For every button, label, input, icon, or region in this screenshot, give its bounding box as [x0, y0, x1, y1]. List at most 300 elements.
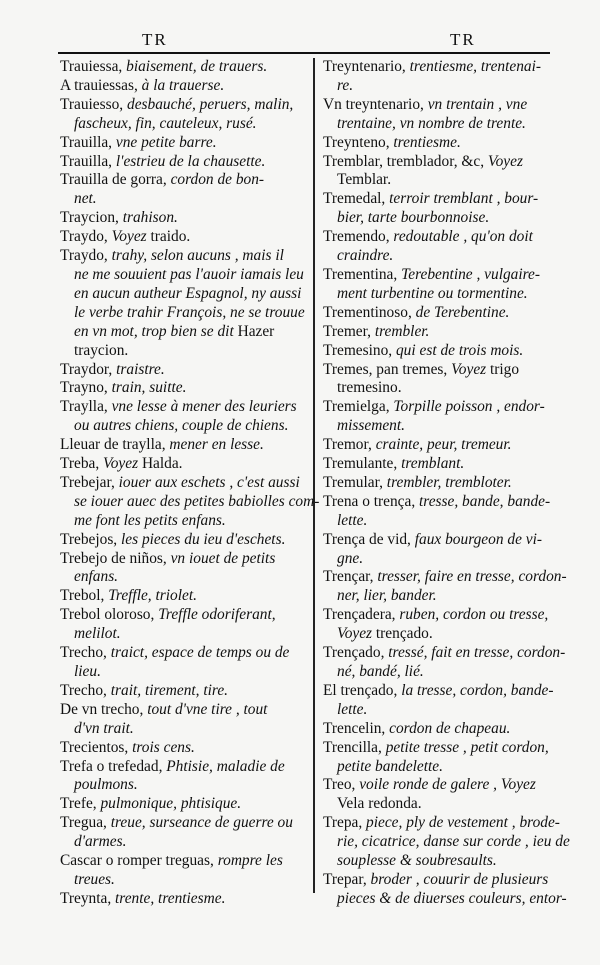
definition-text: Voyez	[103, 455, 142, 473]
definition-text: enfans.	[74, 568, 119, 586]
definition-text: trembler, trembloter.	[386, 473, 512, 491]
definition-text: cordon de bon-	[170, 171, 265, 189]
headword: Trecho,	[60, 681, 111, 699]
spanish-text: traycion.	[74, 341, 129, 359]
definition-text: iouer aux eschets , c'est aussi	[118, 473, 300, 491]
definition-text: voile ronde de galere , Voyez	[359, 776, 536, 794]
headword: Tregua,	[60, 814, 111, 832]
definition-text: ne me souuient pas l'auoir iamais leu	[74, 265, 304, 283]
headword: Tremedal,	[323, 190, 390, 208]
dictionary-entry	[60, 701, 306, 739]
entry-line	[323, 398, 553, 417]
spanish-text: Hazer	[237, 322, 275, 340]
entry-line	[60, 682, 306, 701]
headword: Treynteno,	[323, 133, 394, 151]
entry-line	[60, 115, 306, 134]
definition-text: vne lesse à mener des leuriers	[111, 398, 297, 416]
headword: Trauilla de gorra,	[60, 171, 171, 189]
definition-text: faux bourgeon de vi-	[414, 530, 542, 548]
entry-line	[60, 266, 306, 285]
definition-text: tresser, faire en tresse, cordon-	[377, 568, 567, 586]
headword: Treyntenario,	[323, 58, 410, 75]
definition-text: re.	[337, 76, 354, 94]
headword: Traylla,	[60, 398, 112, 416]
definition-text: trentaine, vn nombre de trente.	[337, 114, 526, 132]
header-rule	[58, 52, 550, 54]
definition-text: né, bandé, lié.	[337, 663, 424, 680]
right-column	[323, 58, 570, 909]
dictionary-entry	[323, 606, 553, 644]
definition-text: broder , couurir de plusieurs	[370, 870, 549, 888]
definition-text: trait, tirement, tire.	[110, 681, 229, 699]
entry-line	[323, 379, 553, 398]
entry-line	[323, 342, 553, 361]
definition-text: d'vn trait.	[74, 719, 134, 737]
definition-text: treue, surseance de guerre ou	[110, 814, 293, 832]
headword: Trencelin,	[323, 719, 390, 737]
definition-text: ou autres chiens, couple de chiens.	[74, 417, 289, 435]
definition-text: Phtisie, maladie de	[166, 757, 285, 775]
dictionary-entry	[60, 58, 306, 77]
spanish-text: trigo	[489, 360, 520, 378]
definition-text: d'armes.	[74, 833, 127, 851]
dictionary-entry	[323, 58, 553, 96]
column-divider	[313, 58, 315, 893]
spanish-text: Vela redonda.	[337, 795, 422, 813]
entry-line	[323, 436, 553, 455]
definition-text: desbauché, peruers, malin,	[127, 95, 294, 113]
definition-text: rie, cicatrice, danse sur corde , ieu de	[337, 833, 570, 851]
dictionary-entry	[323, 568, 567, 606]
definition-text: piece, ply de vestement , brode-	[366, 814, 560, 832]
dictionary-entry	[323, 342, 553, 361]
entry-line	[323, 531, 553, 550]
definition-text: fascheux, fin, cauteleux, rusé.	[74, 114, 257, 132]
dictionary-entry	[60, 644, 306, 682]
entry-line	[60, 644, 306, 663]
dictionary-entry	[60, 758, 306, 796]
entry-line	[323, 663, 553, 682]
headword: Trebejar,	[60, 473, 119, 491]
entry-line	[323, 77, 553, 96]
headword: Trençar,	[323, 568, 378, 586]
definition-text: Treffle odoriferant,	[158, 606, 276, 624]
definition-text: trahison.	[122, 209, 178, 227]
definition-text: lieu.	[74, 663, 101, 680]
definition-text: à la trauerse.	[141, 76, 225, 94]
dictionary-entry	[323, 474, 553, 493]
definition-text: se iouer auec des petites babiolles com-	[74, 492, 320, 510]
dictionary-entry	[60, 247, 306, 360]
entry-line	[60, 455, 306, 474]
dictionary-entry	[60, 379, 306, 398]
entry-line	[60, 492, 320, 512]
entry-line	[323, 606, 553, 625]
dictionary-entry	[60, 795, 306, 814]
dictionary-entry	[323, 682, 553, 720]
dictionary-entry	[60, 361, 306, 380]
definition-text: Voyez	[451, 360, 490, 378]
entry-line	[60, 531, 306, 550]
entry-line	[323, 852, 553, 871]
entry-line	[323, 58, 553, 77]
dictionary-entry	[60, 739, 306, 758]
entry-line	[60, 323, 306, 342]
headword: Tremesino,	[323, 341, 396, 359]
headword: Tremulante,	[323, 455, 402, 473]
dictionary-entry	[323, 266, 553, 304]
dictionary-entry	[60, 228, 306, 247]
headword: Trauiessa,	[60, 58, 127, 75]
dictionary-entry	[60, 134, 306, 153]
entry-line	[323, 587, 553, 606]
definition-text: vne petite barre.	[115, 133, 217, 151]
dictionary-entry	[60, 550, 306, 588]
entry-line	[323, 720, 553, 739]
spanish-text: Temblar.	[337, 171, 392, 189]
headword: Vn treyntenario,	[323, 95, 428, 113]
entry-line	[60, 663, 306, 682]
headword: Trecientos,	[60, 738, 133, 756]
dictionary-entry	[323, 720, 553, 739]
entry-line	[323, 134, 553, 153]
spanish-text: Halda.	[141, 455, 183, 473]
entry-line	[323, 493, 553, 512]
headword: Tremblar, tremblador, &c,	[323, 152, 488, 170]
entry-line	[60, 342, 306, 361]
entry-line	[323, 209, 553, 228]
headword: Tremendo,	[323, 228, 394, 246]
definition-text: lette.	[337, 700, 368, 718]
headword: A trauiessas,	[60, 76, 142, 94]
headword: El trençado,	[323, 681, 402, 699]
entry-line	[60, 871, 306, 890]
entry-line	[323, 814, 560, 833]
dictionary-entry	[323, 153, 553, 191]
dictionary-entry	[323, 134, 553, 153]
headword: Trencilla,	[323, 738, 386, 756]
entry-line	[60, 758, 306, 777]
definition-text: en vn mot, trop bien se dit	[74, 322, 238, 340]
dictionary-entry	[60, 455, 306, 474]
headword: Trena o trença,	[323, 492, 420, 510]
definition-text: cordon de chapeau.	[389, 719, 511, 737]
dictionary-entry	[323, 870, 567, 909]
dictionary-entry	[60, 814, 306, 852]
definition-text: rompre les	[217, 852, 283, 870]
headword: Lleuar de traylla,	[60, 436, 170, 454]
definition-text: gne.	[337, 549, 364, 567]
headword: Trençado,	[323, 644, 389, 662]
entry-line	[60, 285, 306, 304]
entry-line	[60, 190, 306, 209]
definition-text: pieces & de diuerses couleurs, entor-	[337, 889, 567, 907]
entry-line	[60, 361, 306, 380]
definition-text: trentiesme.	[393, 133, 461, 151]
entry-line	[323, 512, 553, 531]
entry-line	[60, 776, 306, 795]
dictionary-entry	[323, 304, 553, 323]
headword: Trefa o trefedad,	[60, 757, 167, 775]
entry-line	[323, 455, 553, 474]
entry-line	[60, 550, 306, 569]
definition-text: biaisement, de trauers.	[126, 58, 268, 75]
definition-text: l'estrieu de la chausette.	[115, 152, 266, 170]
headword: Trençadera,	[323, 606, 400, 624]
definition-text: treues.	[74, 870, 115, 888]
entry-line	[323, 568, 567, 587]
entry-line	[60, 436, 306, 455]
definition-text: missement.	[337, 417, 405, 435]
entry-line	[323, 833, 570, 852]
entry-line	[323, 304, 553, 323]
headword: Trepa,	[323, 814, 367, 832]
definition-text: redoutable , qu'on doit	[393, 228, 533, 246]
headword: Trebejos,	[60, 530, 121, 548]
headword: Treynta,	[60, 889, 116, 907]
headword: Traydo,	[60, 247, 112, 265]
headword: Trença de vid,	[323, 530, 415, 548]
dictionary-entry	[323, 814, 570, 871]
definition-text: en aucun autheur Espagnol, ny aussi	[74, 284, 302, 302]
headword: Traydo,	[60, 228, 112, 246]
entry-line	[60, 474, 306, 493]
definition-text: me font les petits enfans.	[74, 511, 226, 529]
entry-line	[60, 720, 306, 739]
definition-text: tresse, bande, bande-	[419, 492, 551, 510]
headword: Treba,	[60, 455, 104, 473]
entry-line	[323, 739, 553, 758]
entry-line	[323, 625, 553, 644]
entry-line	[323, 776, 553, 795]
entry-line	[60, 701, 306, 720]
headword: Trayno,	[60, 379, 112, 397]
headword: Tremular,	[323, 473, 387, 491]
definition-text: petite bandelette.	[337, 757, 443, 775]
entry-line	[323, 266, 553, 285]
headword: Trauilla,	[60, 133, 116, 151]
dictionary-entry	[60, 682, 306, 701]
dictionary-entry	[60, 852, 306, 890]
definition-text: crainte, peur, tremeur.	[375, 436, 512, 454]
headword: Trebejo de niños,	[60, 549, 171, 567]
dictionary-entry	[60, 436, 306, 455]
definition-text: bier, tarte bourbonnoise.	[337, 209, 490, 227]
headword: Tremes, pan tremes,	[323, 360, 452, 378]
dictionary-entry	[60, 209, 306, 228]
headword: Treo,	[323, 776, 360, 794]
definition-text: qui est de trois mois.	[395, 341, 524, 359]
entry-line	[60, 58, 306, 77]
entry-line	[60, 134, 306, 153]
definition-text: craindre.	[337, 247, 394, 265]
entry-line	[60, 852, 306, 871]
entry-line	[323, 474, 553, 493]
dictionary-entry	[323, 228, 553, 266]
definition-text: Terebentine , vulgaire-	[401, 265, 541, 283]
definition-text: mener en lesse.	[169, 436, 264, 454]
entry-line	[60, 96, 306, 115]
dictionary-entry	[323, 644, 566, 682]
definition-text: souplesse & soubresaults.	[337, 852, 497, 870]
entry-line	[323, 644, 566, 663]
dictionary-entry	[323, 398, 553, 436]
header-left: TR	[142, 30, 168, 49]
definition-text: traict, espace de temps ou de	[110, 644, 290, 662]
definition-text: trembler.	[374, 322, 430, 340]
definition-text: traistre.	[116, 360, 165, 378]
entry-line	[323, 889, 567, 909]
entry-line	[60, 795, 306, 814]
definition-text: Voyez	[337, 625, 376, 643]
entry-line	[323, 323, 553, 342]
definition-text: net.	[74, 190, 97, 208]
spanish-text: trençado.	[375, 625, 433, 643]
entry-line	[60, 153, 306, 172]
headword: De vn trecho,	[60, 700, 148, 718]
dictionary-entry	[60, 153, 306, 172]
dictionary-entry	[323, 531, 553, 569]
entry-line	[60, 228, 306, 247]
entry-line	[60, 171, 306, 190]
entry-line	[323, 417, 553, 436]
definition-text: pulmonique, phtisique.	[100, 795, 242, 813]
definition-text: les pieces du ieu d'eschets.	[121, 530, 286, 548]
entry-line	[60, 606, 306, 625]
entry-line	[60, 247, 306, 266]
definition-text: poulmons.	[74, 776, 138, 794]
dictionary-entry	[323, 493, 553, 531]
headword: Trebol oloroso,	[60, 606, 159, 624]
headword: Trementinoso,	[323, 303, 416, 321]
definition-text: tressé, fait en tresse, cordon-	[388, 644, 566, 662]
entry-line	[60, 209, 306, 228]
definition-text: ment turbentine ou tormentine.	[337, 284, 528, 302]
definition-text: ner, lier, bander.	[337, 587, 437, 605]
headword: Trauiesso,	[60, 95, 127, 113]
left-column	[60, 58, 320, 909]
entry-line	[60, 398, 306, 417]
dictionary-entry	[60, 171, 306, 209]
dictionary-entry	[60, 398, 306, 436]
definition-text: train, suitte.	[111, 379, 187, 397]
definition-text: melilot.	[74, 625, 121, 643]
headword: Trementina,	[323, 265, 402, 283]
definition-text: ruben, cordon ou tresse,	[399, 606, 549, 624]
headword: Cascar o romper treguas,	[60, 852, 218, 870]
entry-line	[323, 795, 553, 814]
entry-line	[60, 512, 306, 531]
spanish-text: traido.	[150, 228, 191, 246]
entry-line	[323, 247, 553, 266]
definition-text: le verbe trahir François, ne se trouue	[74, 303, 305, 321]
headword: Trepar,	[323, 870, 371, 888]
headword: Tremer,	[323, 322, 375, 340]
definition-text: petite tresse , petit cordon,	[385, 738, 549, 756]
entry-line	[323, 285, 553, 304]
headword: Trauilla,	[60, 152, 116, 170]
entry-line	[60, 625, 306, 644]
definition-text: tremblant.	[401, 455, 465, 473]
dictionary-entry	[323, 436, 553, 455]
entry-line	[60, 77, 306, 96]
dictionary-entry	[323, 190, 553, 228]
entry-line	[60, 304, 306, 323]
dictionary-entry	[60, 531, 306, 550]
headword: Trebol,	[60, 587, 109, 605]
entry-line	[323, 682, 553, 701]
entry-line	[60, 739, 306, 758]
definition-text: la tresse, cordon, bande-	[401, 681, 554, 699]
entry-line	[323, 758, 553, 777]
dictionary-entry	[60, 587, 306, 606]
headword: Traydor,	[60, 360, 117, 378]
entry-line	[323, 361, 553, 380]
entry-line	[323, 190, 553, 209]
definition-text: terroir tremblant , bour-	[389, 190, 539, 208]
definition-text: lette.	[337, 511, 368, 529]
definition-text: Torpille poisson , endor-	[393, 398, 545, 416]
entry-line	[323, 550, 553, 569]
dictionary-entry	[60, 96, 306, 134]
definition-text: Treffle, triolet.	[108, 587, 197, 605]
dictionary-entry	[323, 776, 553, 814]
dictionary-entry	[60, 890, 306, 909]
entry-line	[60, 890, 306, 909]
entry-line	[60, 417, 306, 436]
dictionary-entry	[60, 606, 306, 644]
entry-line	[323, 115, 553, 134]
definition-text: trentiesme, trentenai-	[409, 58, 541, 75]
definition-text: Voyez	[487, 152, 523, 170]
definition-text: trahy, selon aucuns , mais il	[111, 247, 284, 265]
entry-line	[323, 871, 553, 890]
dictionary-entry	[60, 77, 306, 96]
entry-line	[323, 153, 553, 172]
headword: Trefe,	[60, 795, 101, 813]
definition-text: vn iouet de petits	[170, 549, 276, 567]
dictionary-entry	[323, 739, 553, 777]
definition-text: tout d'vne tire , tout	[147, 700, 268, 718]
entry-line	[323, 701, 553, 720]
entry-line	[60, 587, 306, 606]
entry-line	[323, 96, 553, 115]
definition-text: vn trentain , vne	[427, 95, 528, 113]
entry-line	[323, 171, 553, 190]
definition-text: trois cens.	[132, 738, 195, 756]
headword: Tremielga,	[323, 398, 394, 416]
spanish-text: tremesino.	[337, 379, 402, 397]
headword: Traycion,	[60, 209, 123, 227]
header-right: TR	[450, 30, 476, 49]
dictionary-entry	[323, 361, 553, 399]
definition-text: Voyez	[111, 228, 151, 246]
dictionary-entry	[60, 473, 320, 531]
entry-line	[323, 228, 553, 247]
entry-line	[60, 568, 306, 587]
dictionary-entry	[323, 96, 553, 134]
entry-line	[60, 833, 306, 852]
definition-text: de Terebentine.	[415, 303, 510, 321]
dictionary-entry	[323, 455, 553, 474]
headword: Trecho,	[60, 644, 111, 662]
entry-line	[60, 379, 306, 398]
entry-line	[60, 814, 306, 833]
dictionary-entry	[323, 323, 553, 342]
definition-text: trente, trentiesme.	[115, 889, 226, 907]
headword: Tremor,	[323, 436, 376, 454]
running-header	[58, 30, 550, 50]
